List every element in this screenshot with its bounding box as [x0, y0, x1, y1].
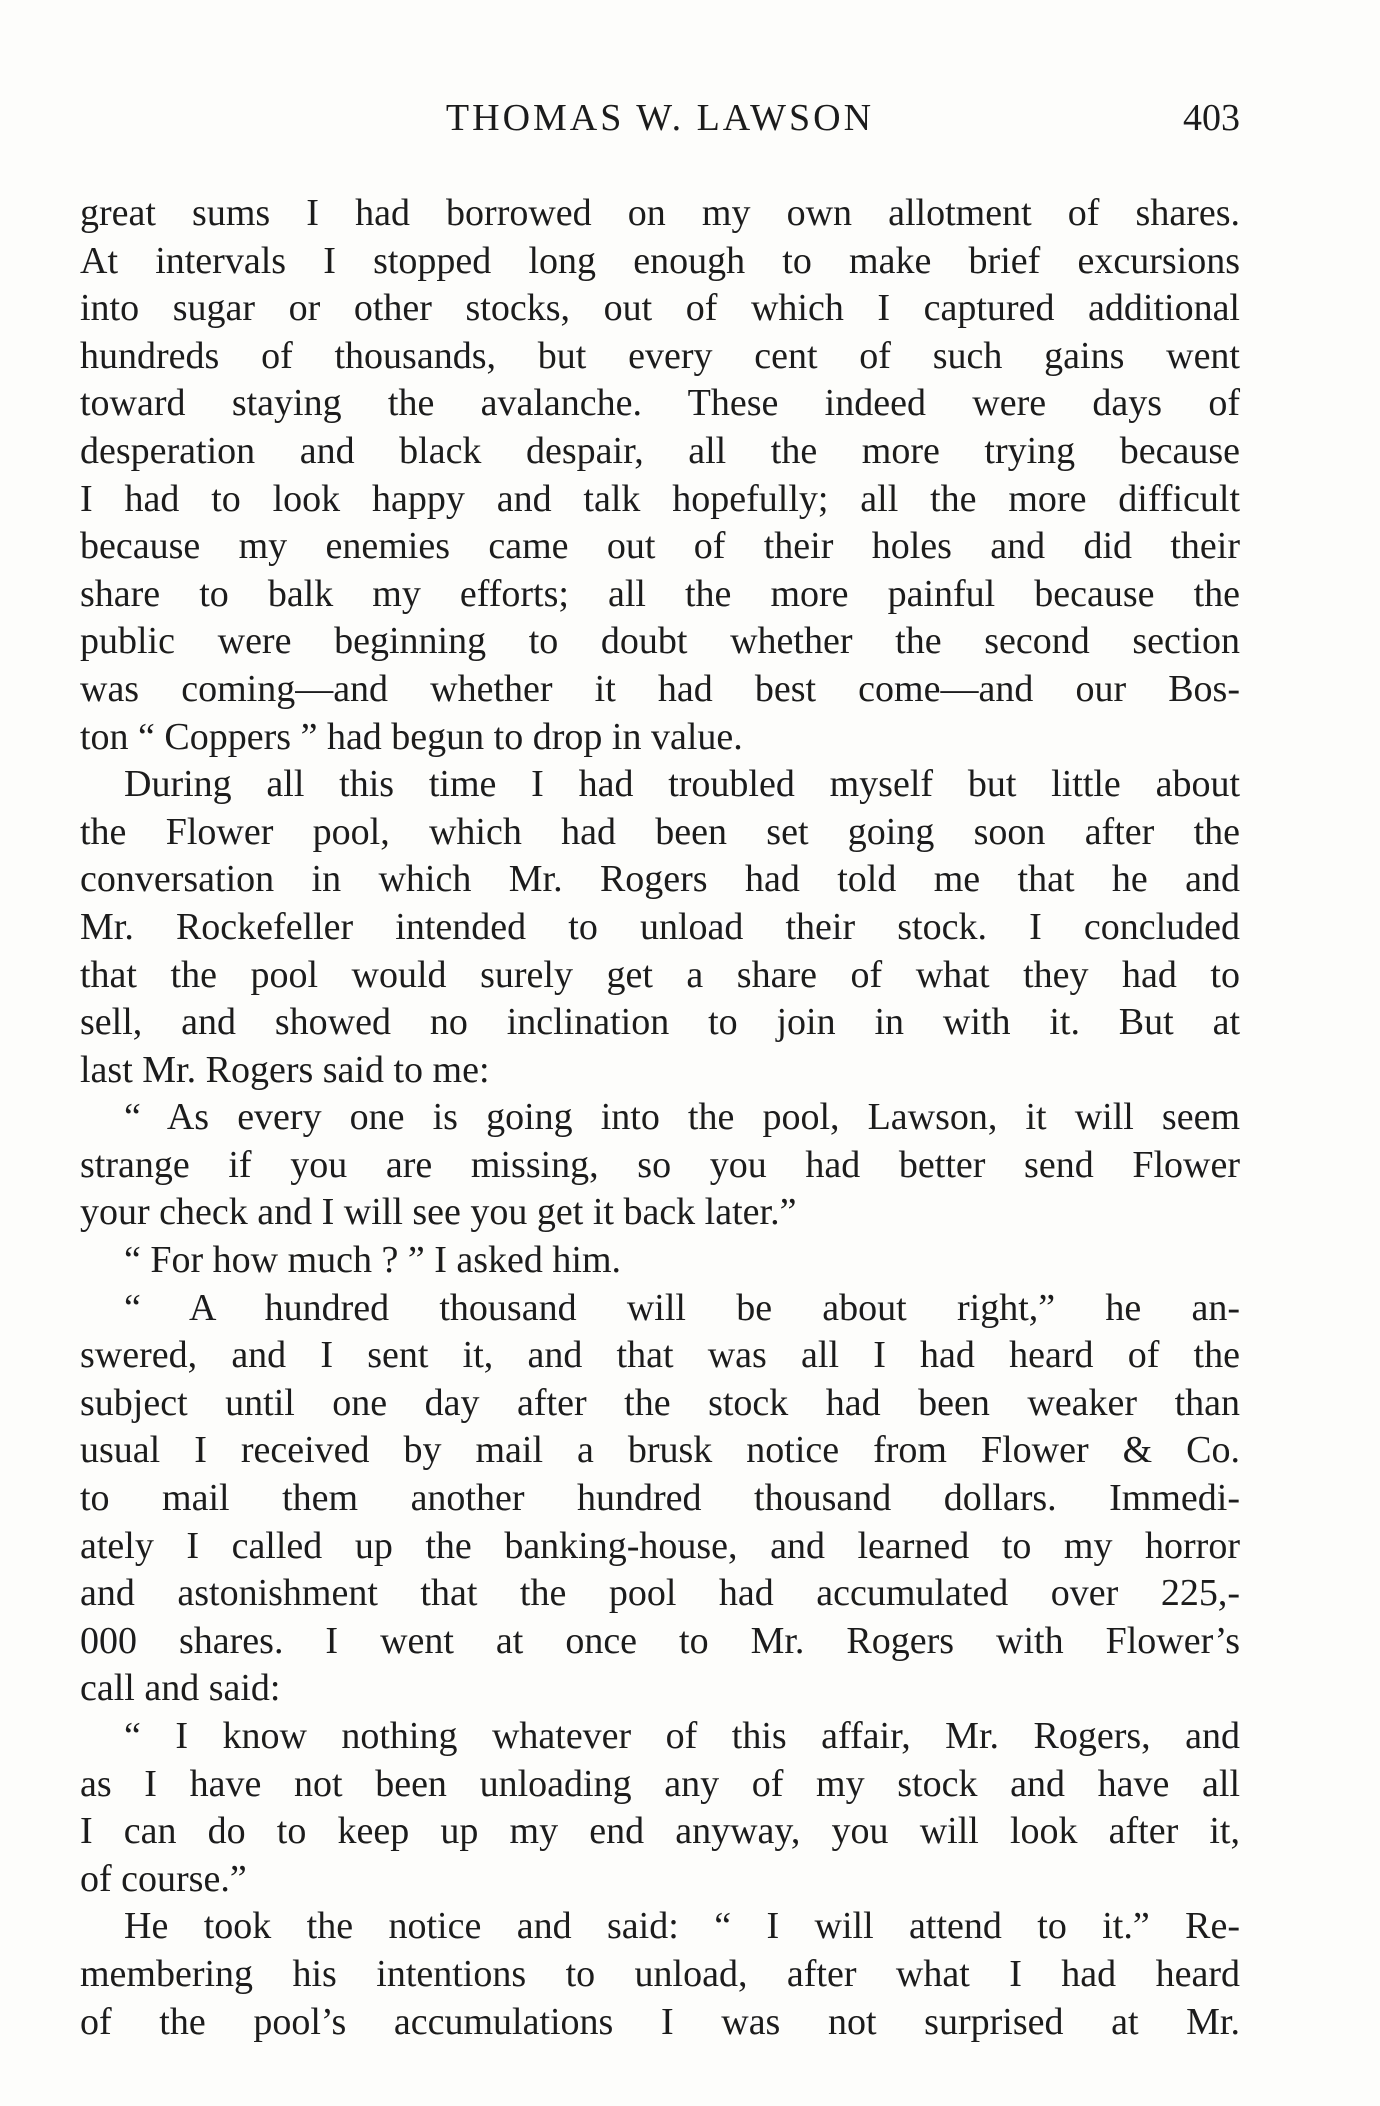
text-line: swered, and I sent it, and that was all I had heard of the: [80, 1334, 1240, 1377]
text-line: conversation in which Mr. Rogers had told me that he and: [80, 858, 1240, 901]
text-line: of course.”: [80, 1857, 247, 1900]
text-line: sell, and showed no inclination to join in with it. But at: [80, 1001, 1240, 1044]
text-line: ton “ Coppers ” had begun to drop in value.: [80, 715, 743, 758]
text-line: into sugar or other stocks, out of which I captured additional: [80, 287, 1240, 330]
text-line: last Mr. Rogers said to me:: [80, 1048, 490, 1091]
page-number: 403: [1183, 97, 1240, 139]
text-line: usual I received by mail a brusk notice from Flower & Co.: [80, 1429, 1240, 1472]
text-line: great sums I had borrowed on my own allotment of shares.: [80, 192, 1240, 234]
text-line: strange if you are missing, so you had better send Flower: [80, 1143, 1240, 1186]
text-line: He took the notice and said: “ I will attend to it.” Re-: [124, 1905, 1240, 1948]
text-line: “ A hundred thousand will be about right,” he an-: [124, 1286, 1240, 1329]
text-line: as I have not been unloading any of my stock and have all: [80, 1762, 1240, 1805]
text-line: toward staying the avalanche. These indeed were days of: [80, 382, 1240, 425]
text-line: your check and I will see you get it back later.”: [80, 1191, 797, 1234]
running-head: [80, 96, 1240, 156]
text-line: call and said:: [80, 1667, 281, 1710]
text-line: “ As every one is going into the pool, Lawson, it will seem: [124, 1096, 1240, 1139]
running-title: THOMAS W. LAWSON: [445, 97, 875, 139]
text-line: and astonishment that the pool had accumulated over 225,-: [80, 1572, 1240, 1615]
text-line: 000 shares. I went at once to Mr. Rogers with Flower’s: [80, 1619, 1240, 1662]
text-line: the Flower pool, which had been set going soon after the: [80, 810, 1240, 853]
text-line: share to balk my efforts; all the more painful because the: [80, 572, 1240, 615]
text-line: hundreds of thousands, but every cent of such gains went: [80, 334, 1240, 377]
text-line: “ I know nothing whatever of this affair, Mr. Rogers, and: [124, 1715, 1240, 1757]
text-line: of the pool’s accumulations I was not surprised at Mr.: [80, 2000, 1240, 2043]
text-line: to mail them another hundred thousand dollars. Immedi-: [80, 1477, 1240, 1520]
text-line: At intervals I stopped long enough to make brief excursions: [80, 239, 1240, 282]
text-line: that the pool would surely get a share of what they had to: [80, 953, 1240, 996]
text-line: desperation and black despair, all the more trying because: [80, 429, 1240, 472]
text-line: was coming—and whether it had best come—and our Bos-: [80, 667, 1240, 710]
text-line: because my enemies came out of their holes and did their: [80, 525, 1240, 568]
text-line: “ For how much ? ” I asked him.: [124, 1239, 622, 1282]
body-text: [80, 190, 1240, 2046]
text-line: I had to look happy and talk hopefully; all the more difficult: [80, 477, 1240, 520]
text-line: public were beginning to doubt whether the second section: [80, 620, 1240, 663]
text-line: ately I called up the banking-house, and learned to my horror: [80, 1524, 1240, 1567]
text-line: membering his intentions to unload, after what I had heard: [80, 1952, 1240, 1995]
text-line: Mr. Rockefeller intended to unload their stock. I concluded: [80, 905, 1240, 948]
text-line: I can do to keep up my end anyway, you will look after it,: [80, 1810, 1240, 1853]
text-line: During all this time I had troubled myself but little about: [124, 763, 1240, 806]
text-line: subject until one day after the stock had been weaker than: [80, 1381, 1240, 1424]
